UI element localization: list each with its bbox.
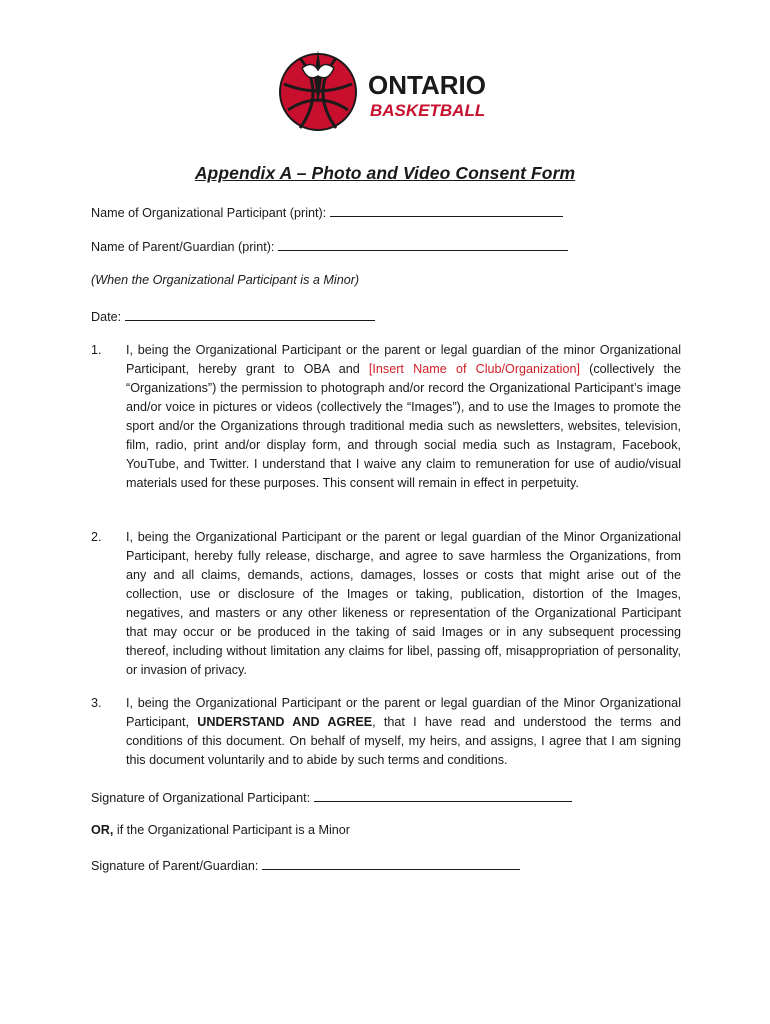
participant-signature-row: [91, 787, 572, 807]
logo-text-ontario: ONTARIO: [368, 70, 486, 100]
clause-2: [91, 528, 681, 680]
clause-text: I, being the Organizational Participant or the parent or legal guardian of the Minor Organizational Participant, hereby fully release, discharge, and agree to save harmless the Organizations, from any and all claims, demands, actions, damages, losses or costs that might arise out of the collection, use or disclosure of the Images or taking, publication, distortion of the Images, negatives, and masters or any other likeness or representation of the Organizational Participant that may occur or be produced in the taking of said Images or in any subsequent processing thereof, including without limitation any claims for libel, passing off, misappropriation of personality, or invasion of privacy.: [126, 530, 681, 677]
or-text: OR,: [91, 823, 114, 837]
date-field[interactable]: [125, 306, 375, 321]
clause-3: [91, 694, 681, 770]
clause-number: 2.: [91, 530, 102, 544]
ontario-basketball-logo: [278, 46, 498, 136]
guardian-name-row: [91, 236, 568, 256]
participant-name-label: Name of Organizational Participant (print):: [91, 206, 327, 220]
participant-name-field[interactable]: [330, 202, 563, 217]
guardian-signature-label: Signature of Parent/Guardian:: [91, 859, 259, 873]
guardian-signature-field[interactable]: [262, 855, 520, 870]
date-label: Date:: [91, 310, 122, 324]
participant-name-row: [91, 202, 563, 222]
guardian-name-field[interactable]: [278, 236, 568, 251]
understand-agree-text: UNDERSTAND AND AGREE: [197, 715, 373, 729]
clause-number: 1.: [91, 343, 102, 357]
basketball-icon: [280, 50, 356, 130]
page-title: Appendix A – Photo and Video Consent Form: [194, 163, 576, 183]
clause-1: [91, 341, 681, 493]
minor-note: (When the Organizational Participant is a Minor): [91, 273, 360, 287]
participant-signature-label: Signature of Organizational Participant:: [91, 791, 311, 805]
guardian-name-label: Name of Parent/Guardian (print):: [91, 240, 275, 254]
date-row: [91, 306, 375, 326]
clause-text: I, being the Organizational Participant or the parent or legal guardian of the minor Organizational Participant, hereby grant to OBA and [Insert Name of Club/Organization] (collectively the “Organizations”) the permission to photograph and/or record the Organizational Participant’s image and/or voice in pictures or videos (collectively the “Images”), and to use the Images to promote the sport and/or the Organizations through traditional media such as newsletters, websites, television, film, radio, print and/or display form, and through social media such as Instagram, Facebook, YouTube, and Twitter. I understand that I waive any claim to remuneration for use of audio/visual materials used for these purposes. This consent will remain in effect in perpetuity.: [126, 343, 681, 490]
guardian-signature-row: [91, 855, 520, 875]
clause-text: I, being the Organizational Participant or the parent or legal guardian of the Minor Organizational Participant, UNDERSTAND AND AGREE, that I have read and understood the terms and conditions of this document. On behalf of myself, my heirs, and assigns, I agree that I am signing this document voluntarily and to abide by such terms and conditions.: [126, 696, 682, 767]
participant-signature-field[interactable]: [314, 787, 572, 802]
logo-text-basketball: BASKETBALL: [370, 101, 486, 120]
minor-alternative-note: [91, 821, 350, 839]
insert-club-placeholder: [Insert Name of Club/Organization]: [368, 362, 580, 376]
clause-number: 3.: [91, 696, 102, 710]
or-rest-text: if the Organizational Participant is a Minor: [113, 823, 350, 837]
